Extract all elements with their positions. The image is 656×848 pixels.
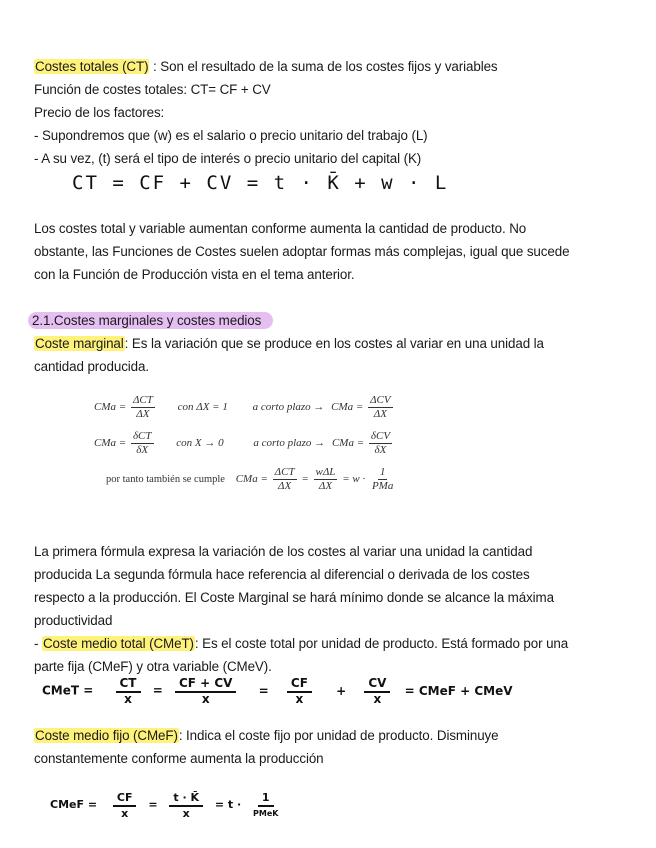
cmet-term-highlight: Coste medio total (CMeT) [42, 636, 194, 651]
cm-definition-line [34, 332, 544, 355]
section-heading: 2.1.Costes marginales y costes medios [28, 312, 273, 329]
cm-definition-text: : Es la variación que se produce en los costes al variar en una unidad la [124, 336, 544, 351]
fraction: $\frac{\text{ΔCV}}{\Delta X}$ [370, 394, 391, 420]
hand-fraction: $\frac{CF}{x}$ [113, 790, 137, 820]
ct-definition-line [34, 55, 498, 78]
fraction: $\frac{\text{ΔCT}}{\Delta X}$ [274, 466, 295, 492]
paragraph-line: La primera fórmula expresa la variación de los costes al variar una unidad la cantidad [34, 544, 533, 559]
interest-line: - A su vez, (t) será el tipo de interés o precio unitario del capital (K) [34, 151, 422, 166]
section-heading-line [34, 309, 273, 332]
handwritten-cmef-formula: CMeF = $\frac{CF}{x}$ = $\frac{t \cdot K̄}{x}$ = t · 1 PMeK [50, 790, 290, 820]
ct-term-highlight: Costes totales (CT) [35, 59, 149, 74]
hand-fraction: $\frac{CF}{x}$ [287, 676, 312, 706]
cmet-definition-line: - Coste medio total (CMeT): Es el coste total por unidad de producto. Está formado por una [34, 636, 569, 651]
cost-function-line: Función de costes totales: CT= CF + CV [34, 82, 271, 97]
formula-row-3: por tanto también se cumple CMa = $\frac{\text{ΔCT}}{\Delta X}$ = $\frac{\text{wΔL}}{\Delta X}$ = w · $\frac{1}{\text{PMa}}$ [106, 466, 394, 492]
fraction: $\frac{\text{δCT}}{\delta X}$ [132, 430, 152, 456]
handwritten-cmet-formula: CMeT = $\frac{CT}{x}$ = $\frac{CF + CV}{x}$ = $\frac{CF}{x}$ + $\frac{CV}{x}$ = CMeF + CMeV [42, 676, 513, 706]
fraction: $\frac{\text{ΔCT}}{\Delta X}$ [132, 394, 153, 420]
ct-definition-text: : Son el resultado de la suma de los costes fijos y variables [149, 59, 498, 74]
fraction: $\frac{\text{δCV}}{\delta X}$ [370, 430, 391, 456]
cm-term-highlight: Coste marginal [35, 336, 124, 351]
factor-prices-line: Precio de los factores: [34, 105, 165, 120]
paragraph-line: producida La segunda fórmula hace referencia al diferencial o derivada de los costes [34, 567, 530, 582]
hand-fraction: $\frac{CF + CV}{x}$ [175, 676, 237, 706]
hand-fraction: $\frac{CV}{x}$ [364, 676, 390, 706]
formula-row-2: CMa = $\frac{\text{δCT}}{\delta X}$ con X → 0 a corto plazo → CMa = $\frac{\text{δCV}}{\delta X}$ [94, 430, 391, 456]
fraction: $\frac{\text{wΔL}}{\Delta X}$ [315, 466, 336, 492]
hand-fraction: $\frac{t \cdot K̄}{x}$ [169, 790, 203, 820]
cmef-term-highlight: Coste medio fijo (CMeF) [35, 728, 178, 743]
paragraph-line: con la Función de Producción vista en el tema anterior. [34, 267, 355, 282]
formula-row-1: CMa = $\frac{\text{ΔCT}}{\Delta X}$ con ΔX = 1 a corto plazo → CMa = $\frac{\text{ΔCV}}{\Delta X}$ [94, 394, 391, 420]
paragraph-line: Los costes total y variable aumentan conforme aumenta la cantidad de producto. No [34, 221, 527, 236]
hand-fraction: 1 PMeK [253, 791, 279, 818]
paragraph-line: respecto a la producción. El Coste Marginal se hará mínimo donde se alcance la máxima [34, 590, 554, 605]
cmet-definition-line-2: parte fija (CMeF) y otra variable (CMeV). [34, 659, 272, 674]
hand-fraction: $\frac{CT}{x}$ [116, 676, 141, 706]
wage-line: - Supondremos que (w) es el salario o precio unitario del trabajo (L) [34, 128, 428, 143]
paragraph-line: productividad [34, 613, 113, 628]
fraction: $\frac{1}{\text{PMa}}$ [371, 466, 394, 492]
cmef-definition-line-2: constantemente conforme aumenta la producción [34, 751, 324, 766]
cmef-definition-line: Coste medio fijo (CMeF): Indica el coste fijo por unidad de producto. Disminuye [35, 728, 499, 743]
handwritten-ct-formula: CT = CF + CV = t · K̄ + w · L [72, 172, 449, 194]
paragraph-line: obstante, las Funciones de Costes suelen adoptar formas más complejas, igual que sucede [34, 244, 570, 259]
cm-definition-line-2: cantidad producida. [34, 359, 149, 374]
